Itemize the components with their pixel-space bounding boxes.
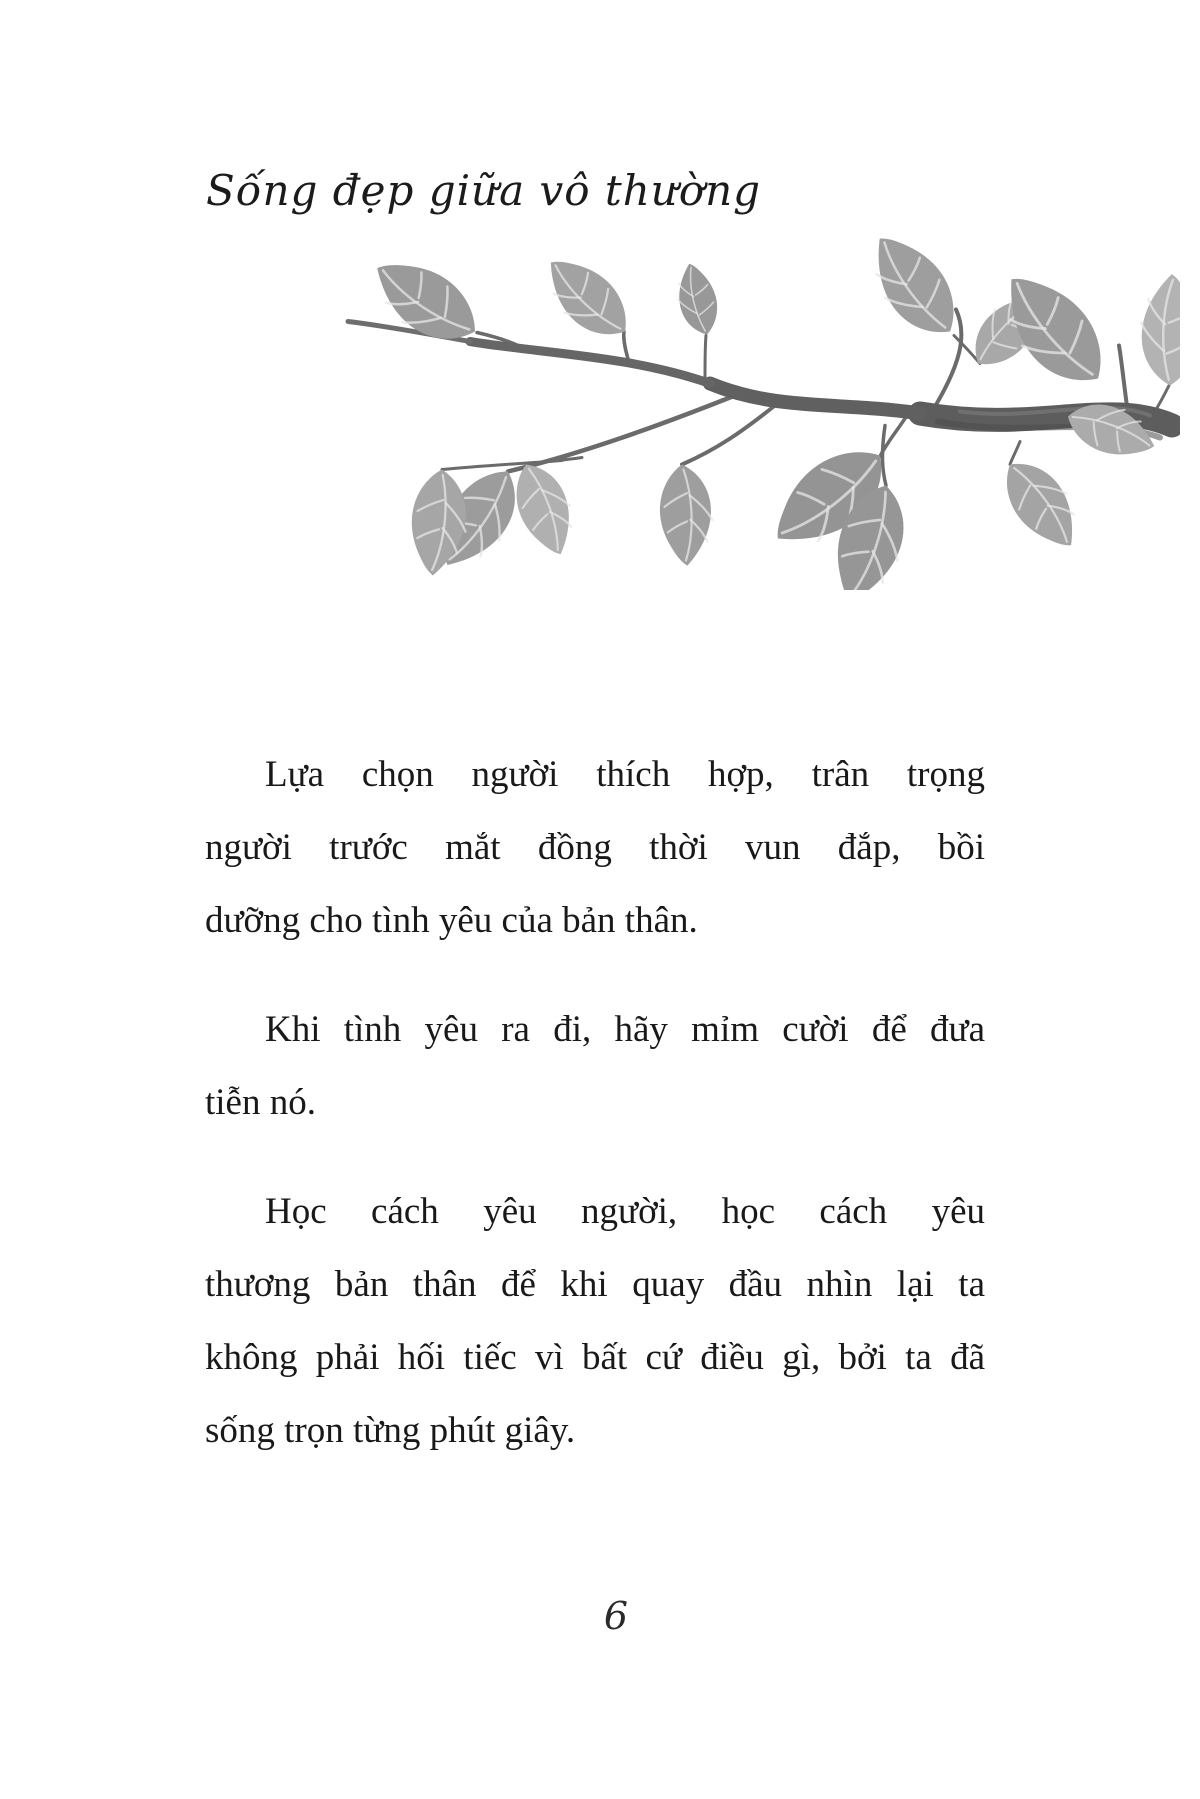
paragraph-line: dưỡng cho tình yêu của bản thân. bbox=[205, 900, 698, 941]
paragraph bbox=[205, 1175, 985, 1467]
paragraph-line: Học cách yêu người, học cách yêu bbox=[265, 1191, 985, 1232]
paragraph-line: Lựa chọn người thích hợp, trân trọng bbox=[265, 754, 985, 795]
paragraph-line: tiễn nó. bbox=[205, 1082, 316, 1123]
paragraph-line: người trước mắt đồng thời vun đắp, bồi bbox=[205, 827, 985, 868]
paragraph-line: thương bản thân để khi quay đầu nhìn lại ta bbox=[205, 1264, 985, 1305]
paragraph-line: Khi tình yêu ra đi, hãy mỉm cười để đưa bbox=[265, 1009, 985, 1050]
paragraph-line: không phải hối tiếc vì bất cứ điều gì, bởi ta đã bbox=[205, 1337, 985, 1378]
paragraph bbox=[205, 993, 985, 1139]
branch-leaves-illustration bbox=[320, 212, 1180, 590]
paragraph bbox=[205, 738, 985, 957]
page-number: 6 bbox=[603, 1594, 629, 1638]
paragraph-line: sống trọn từng phút giây. bbox=[205, 1410, 576, 1451]
page-header-title: Sống đẹp giữa vô thường bbox=[206, 166, 762, 215]
body-text bbox=[205, 738, 985, 1503]
